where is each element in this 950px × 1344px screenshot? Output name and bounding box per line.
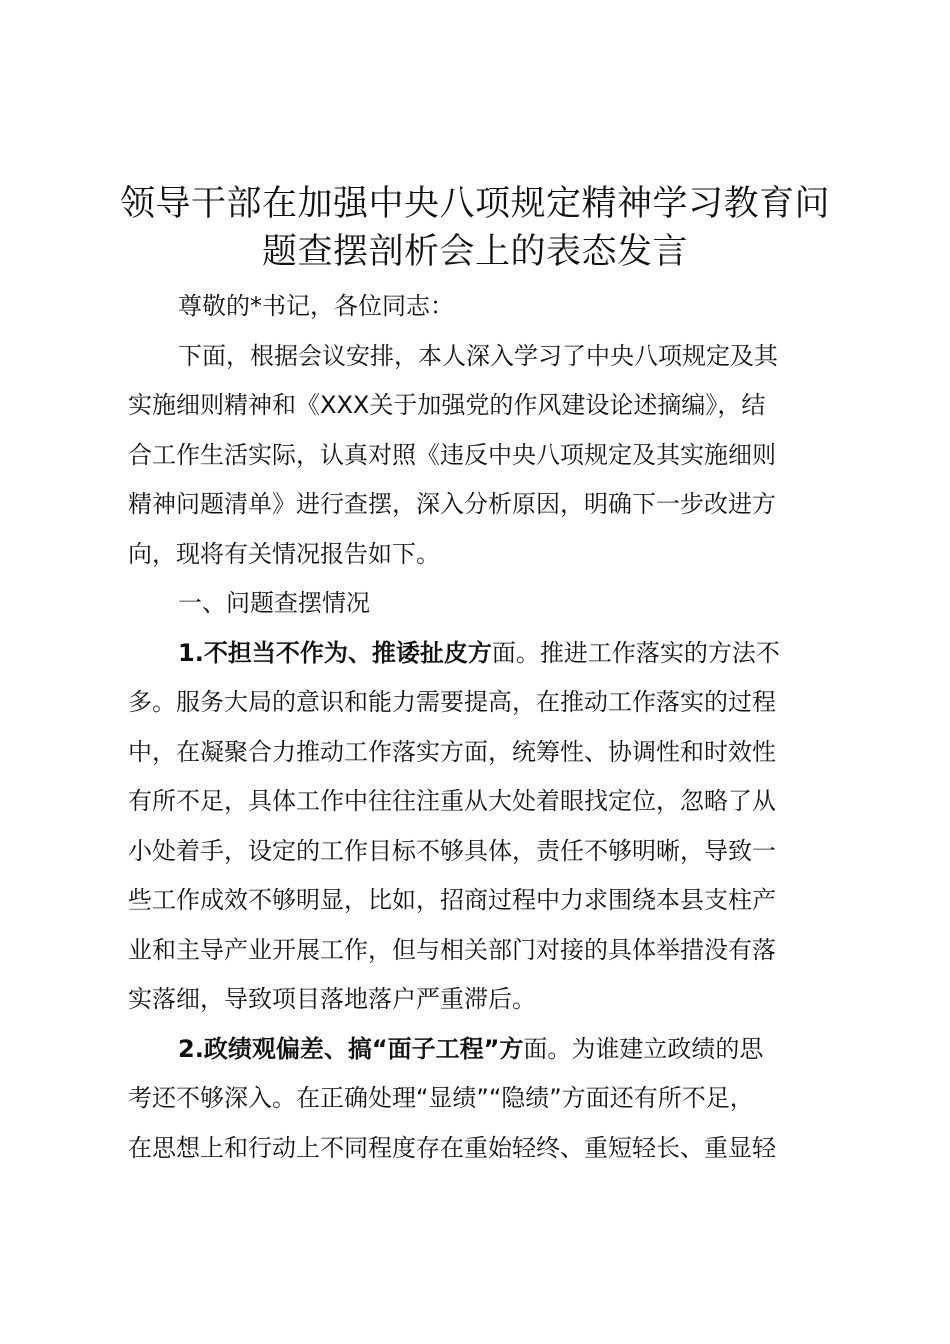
item1-line: 多。服务大局的意识和能力需要提高，在推动工作落实的过程: [128, 688, 776, 716]
title-line-2: 题查摆剖析会上的表态发言: [261, 232, 688, 272]
item2-first-line: [128, 1025, 832, 1075]
item1-line: 些工作成效不够明显，比如，招商过程中力求围绕本县支柱产: [128, 886, 776, 914]
item1-line: 实落细，导致项目落地落户严重滞后。: [128, 985, 536, 1013]
section-heading: 一、问题查摆情况: [178, 589, 370, 617]
intro-line: 合工作生活实际，认真对照《违反中央八项规定及其实施细则: [128, 440, 776, 469]
intro-line: 下面，根据会议安排，本人深入学习了中央八项规定及其: [178, 341, 778, 370]
item2-text: 面。为谁建立政绩的思: [523, 1034, 764, 1063]
item1-line: 小处着手，设定的工作目标不够具体，责任不够明晰，导致一: [128, 836, 776, 865]
salutation: 尊敬的*书记，各位同志：: [178, 292, 454, 320]
item1-heading: 1.不担当不作为、推诿扯皮方: [178, 638, 492, 667]
item1-line: 业和主导产业开展工作，但与相关部门对接的具体举措没有落: [128, 935, 776, 964]
intro-line: 实施细则精神和《XXX关于加强党的作风建设论述摘编》，结: [128, 391, 766, 419]
item2-line: 在思想上和行动上不同程度存在重始轻终、重短轻长、重显轻: [128, 1133, 776, 1162]
item2-line: 考还不够深入。在正确处理“显绩”“隐绩”方面还有所不足，: [128, 1084, 754, 1112]
document-body: [128, 282, 832, 1173]
intro-line: 精神问题清单》进行查摆，深入分析原因，明确下一步改进方: [128, 490, 776, 518]
item1-first-line: [128, 629, 832, 679]
item2-heading: 2.政绩观偏差、搞“面子工程”方: [178, 1034, 524, 1063]
intro-line: 向，现将有关情况报告如下。: [128, 539, 440, 568]
item1-text: 面。推进工作落实的方法不: [491, 638, 780, 667]
title-line-1: 领导干部在加强中央八项规定精神学习教育问: [119, 184, 830, 224]
item1-line: 有所不足，具体工作中往往注重从大处着眼找定位，忽略了从: [128, 787, 776, 815]
document-title: [118, 180, 832, 276]
item1-line: 中，在凝聚合力推动工作落实方面，统筹性、协调性和时效性: [128, 737, 776, 766]
